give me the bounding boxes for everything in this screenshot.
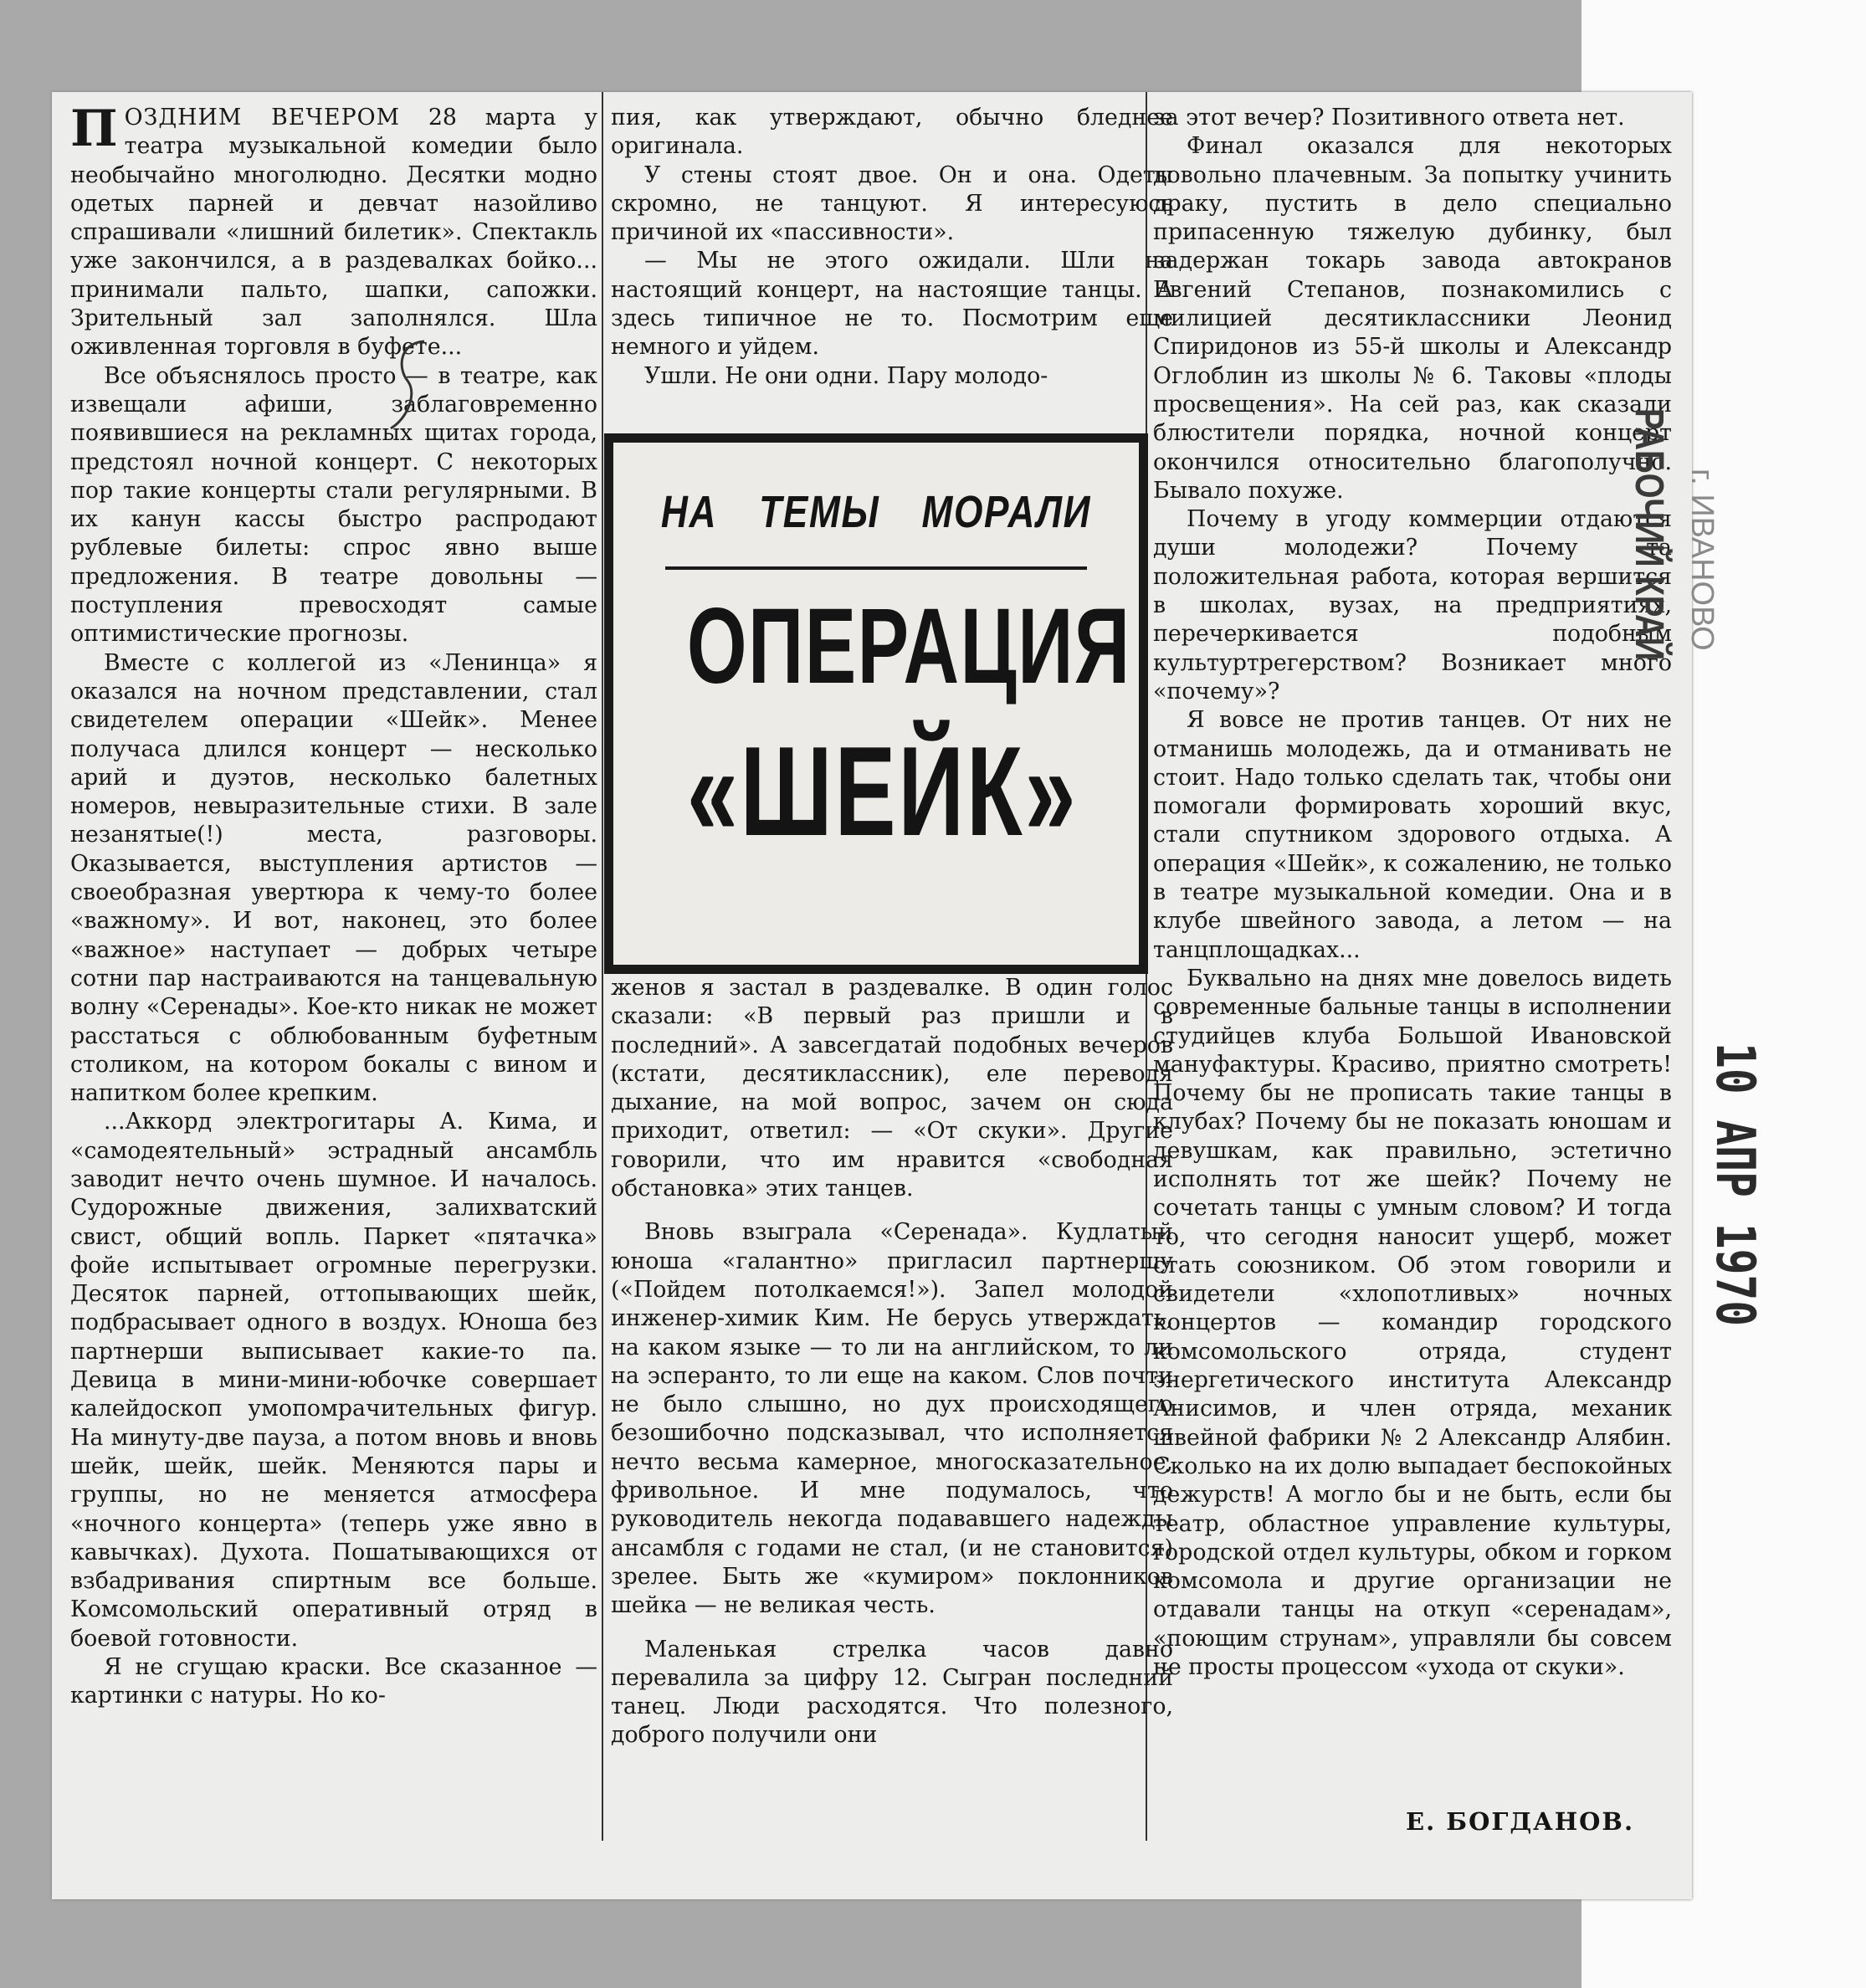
paragraph: У стены стоят двое. Он и она. Одеты скромно, не танцуют. Я интересуюсь причиной их «пассивности». [611, 161, 1173, 246]
paragraph: Почему в угоду коммерции отдаются души молодежи? Почему та положительная работа, которая вершится в школах, вузах, на предприятиях, перечеркивается подобным культуртрегерством? Возникает много «почему»? [1153, 506, 1672, 705]
paragraph: Все объяснялось просто — в театре, как извещали афиши, заблаговременно появившиеся на рекламных щитах города, предстоял ночной концерт. С некоторых пор такие концерты стали регулярными. В их канун кассы быстро распродают рублевые билеты: спрос явно выше предложения. В театре довольны — поступления превосходят самые оптимистические прогнозы. [70, 362, 597, 648]
newspaper-stamp: РАБОЧИЙ КРАЙ [1627, 408, 1671, 661]
date-stamp: 10 АПР 1970 [1704, 1043, 1766, 1327]
paragraph: Я не сгущаю краски. Все сказанное — картинки с натуры. Но ко- [70, 1654, 597, 1709]
drop-cap: П [70, 100, 118, 158]
headline-line-2: «ШЕЙК» [686, 720, 1079, 863]
headline-box [604, 433, 1148, 974]
paragraph: Ушли. Не они одни. Пару молодо- [644, 362, 1048, 389]
author-signature: Е. БОГДАНОВ. [1406, 1807, 1635, 1836]
paragraph: женов я застал в раздевалке. В один голос сказали: «В первый раз пришли и в последний». А завсегдатай подобных вечеров (кстати, десятиклассник), еле переводя дыхание, на мой вопрос, зачем он сюда приходит, ответил: — «От скуки». Другие говорили, что им нравится «свободная обстановка» этих танцев. [611, 975, 1173, 1202]
paragraph: за этот вечер? Позитивного ответа нет. [1153, 105, 1625, 131]
pen-mark-icon [382, 335, 433, 435]
rubric-kicker: НА ТЕМЫ МОРАЛИ [660, 487, 1092, 537]
paragraph: Вместе с коллегой из «Ленинца» я оказался на ночном представлении, стал свидетелем операции «Шейк». Менее получаса длился концерт — несколько арий и дуэтов, несколько балетных номеров, невыразительные стихи. В зале незанятые(!) места, разговоры. Оказывается, выступления артистов — своеобразная увертюра к чему-то более «важному». И вот, наконец, это более «важное» наступает — добрых четыре сотни пар настраиваются на танцевальную волну «Серенады». Кое-кто никак не может расстаться с облюбованным буфетным столиком, на котором бокалы с вином и напитком более крепким. [70, 649, 597, 1107]
paragraph: Вновь взыграла «Серенада». Кудлатый юноша «галантно» пригласил партнершу («Пойдем потолкаемся!»). Запел молодой инженер-химик Ким. Не берусь утверждать, на каком языке — то ли на английском, то ли на эсперанто, то ли еще на каком. Слов почти не было слышно, но дух происходящего безошибочно подсказывал, что исполняется нечто весьма камерное, многосказательное, фривольное. И мне подумалось, что руководитель некогда подававшего надежды ансамбля с годами не стал, (и не становится) зрелее. Быть же «кумиром» поклонников шейка — не великая честь. [611, 1219, 1173, 1619]
newspaper-clipping [52, 92, 1692, 1899]
article-column-3 [1153, 104, 1672, 1682]
headline-line-1: ОПЕРАЦИЯ [686, 587, 1131, 706]
city-stamp: г. ИВАНОВО [1684, 469, 1720, 651]
article-column-2-bottom [611, 974, 1173, 1750]
article-column-2-top [611, 104, 1173, 391]
lead-caps: ОЗДНИМ ВЕЧЕРОМ [124, 105, 401, 131]
paragraph: Я вовсе не против танцев. От них не отманишь молодежь, да и отманивать не стоит. Надо только сделать так, чтобы они помогали формировать хороший вкус, стали спутником здорового отдыха. А операция «Шейк», к сожалению, не только в театре музыкальной комедии. Она и в клубе швейного завода, а летом — на танцплощадках... [1153, 707, 1672, 963]
column-rule-1 [602, 92, 603, 1841]
paragraph: ...Аккорд электрогитары А. Кима, и «самодеятельный» эстрадный ансамбль заводит нечто очень шумное. И началось. Судорожные движения, залихватский свист, общий вопль. Паркет «пятачка» фойе испытывает огромные перегрузки. Десяток парней, оттопывающих шейк, подбрасывает одного в воздух. Юноша без партнерши выписывает какие-то па. Девица в мини-мини-юбочке совершает калейдоскоп умопомрачительных фигур. На минуту-две пауза, а потом вновь и вновь шейк, шейк, шейк. Меняются пары и группы, но не меняется атмосфера «ночного концерта» (теперь уже явно в кавычках). Духота. Пошатывающихся от взбадривания спиртным все больше. Комсомольский оперативный отряд в боевой готовности. [70, 1109, 597, 1652]
paragraph: 28 марта у театра музыкальной комедии было необычайно многолюдно. Десятки модно одетых парней и девчат назойливо спрашивали «лишний билетик». Спектакль уже закончился, а в раздевалках бойко... принимали пальто, шапки, сапожки. Зрительный зал заполнялся. Шла оживленная торговля в буфете... [70, 105, 598, 361]
paragraph: Буквально на днях мне довелось видеть современные бальные танцы в исполнении студийцев клуба Большой Ивановской мануфактуры. Красиво, приятно смотреть! Почему бы не прописать такие танцы в клубах? Почему бы не показать юношам и девушкам, как правильно, эстетично исполнять тот же шейк? Почему не сочетать танцы с умным словом? И тогда то, что сегодня наносит ущерб, может стать союзником. Об этом говорили и свидетели «хлопотливых» ночных концертов — командир городского комсомольского отряда, студент энергетического института Александр Анисимов, и член отряда, механик швейной фабрики № 2 Александр Алябин. Сколько на их долю выпадает беспокойных дежурств! А могло бы и не быть, если бы театр, областное управление культуры, городской отдел культуры, обком и горком комсомола и другие организации не отдавали танцы на откуп «серенадам», «поющим струнам», управляли бы совсем не просты процессом «ухода от скуки». [1153, 965, 1672, 1681]
paragraph: — Мы не этого ожидали. Шли на настоящий концерт, на настоящие танцы. А здесь типичное не то. Посмотрим еще немного и уйдем. [611, 248, 1173, 361]
paragraph: Маленькая стрелка часов давно перевалила за цифру 12. Сыгран последний танец. Люди расходятся. Что полезного, доброго получили они [611, 1636, 1173, 1749]
article-column-1 [70, 100, 598, 1711]
paragraph: пия, как утверждают, обычно бледнее оригинала. [611, 105, 1173, 160]
headline-rule [665, 566, 1087, 570]
paragraph: Финал оказался для некоторых довольно плачевным. За попытку учинить драку, пустить в дело специально припасенную тяжелую дубинку, был задержан токарь завода автокранов Евгений Степанов, познакомились с милицией десятиклассники Леонид Спиридонов из 55-й школы и Александр Оглоблин из школы № 6. Таковы «плоды просвещения». На сей раз, как сказали блюстители порядка, ночной концерт окончился относительно благополучно. Бывало похуже. [1153, 133, 1672, 504]
